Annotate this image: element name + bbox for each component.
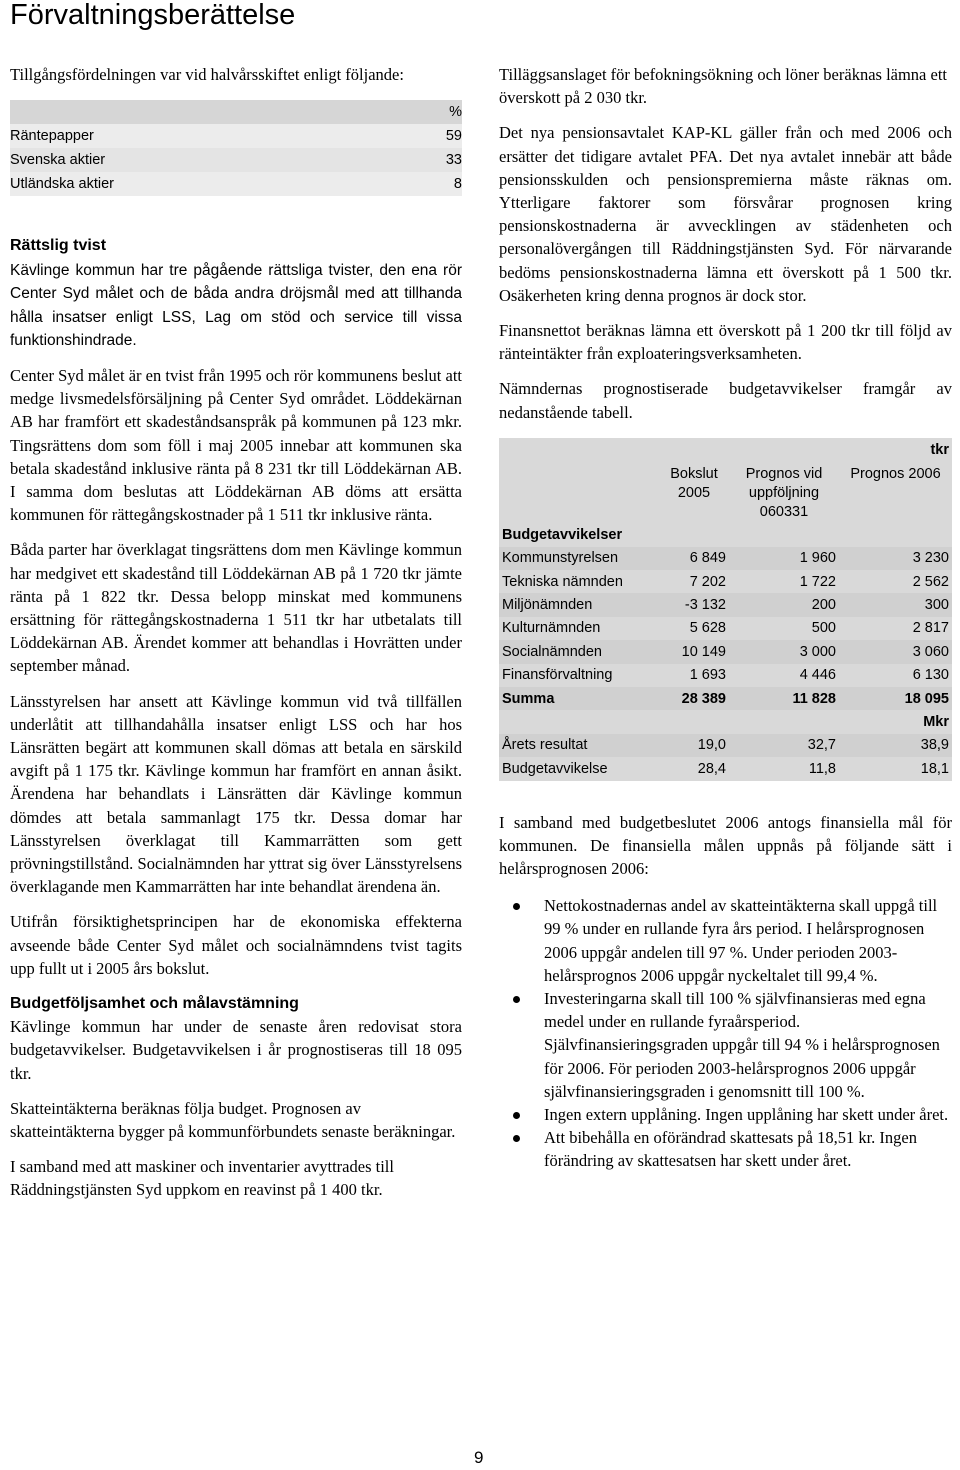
bullet-icon — [513, 1112, 520, 1119]
bullet-icon — [513, 903, 520, 910]
legal-paragraph-5: Utifrån försiktighetsprincipen har de ekonomiska effekterna avseende både Center Syd målet och socialnämndens tvist tagits upp fullt ut i 2005 års bokslut. — [10, 912, 462, 978]
list-item: Nettokostnadernas andel av skatteintäkterna skall uppgå till 99 % under en rullande fyra års period. I helårsprognosen 2006 uppgår andelen till 97 %. Under perioden 2003-helårsprognos 2006 uppgår nyckeltalet till 99,4 %. — [499, 894, 952, 987]
right-paragraph-5: I samband med budgetbeslutet 2006 antogs finansiella mål för kommunen. De finansiella målen uppnås på följande sätt i helårsprognosen 2006: — [499, 812, 952, 878]
budget-heading: Budgetföljsamhet och målavstämning — [10, 995, 299, 1013]
page-title: Förvaltningsberättelse — [10, 0, 296, 31]
table-cell: 32,7 — [729, 734, 839, 757]
asset-label: Räntepapper — [10, 124, 403, 148]
table-cell: 11,8 — [729, 757, 839, 780]
asset-allocation-table — [10, 100, 462, 196]
total-cell: 18 095 — [839, 687, 952, 710]
table-cell: 5 628 — [659, 617, 729, 640]
budget-paragraph-3: I samband med att maskiner och inventarier avyttrades till Räddningstjänsten Syd uppkom en reavinst på 1 400 tkr. — [10, 1157, 394, 1200]
column-header-prognos: Prognos 2006 — [839, 461, 952, 523]
legal-paragraph-2: Center Syd målet är en tvist från 1995 och rör kommunens beslut att medge livsmedelsförsäljning på Center Syd området. Löddekärnan AB har framfört ett skadeståndsanspråk på kommunen på 123 mkr. Tingsrättens dom som föll i maj 2005 innebar att kommunen ska betala skadestånd inklusive ränta på 8 231 tkr till Löddekärnan AB. I samma dom beslutas att Löddekärnan AB döms att ersätta kommunen för rättegångskostnader på 1 511 tkr inklusive ränta. — [10, 366, 462, 525]
table-cell: 4 446 — [729, 664, 839, 687]
total-cell: 28 389 — [659, 687, 729, 710]
list-item: Ingen extern upplåning. Ingen upplåning har skett under året. — [499, 1103, 952, 1126]
table-cell: 500 — [729, 617, 839, 640]
budget-paragraph-2: Skatteintäkterna beräknas följa budget. Prognosen av skatteintäkterna bygger på kommunförbundets senaste beräkningar. — [10, 1098, 456, 1141]
column-header-bokslut: Bokslut 2005 — [659, 461, 729, 523]
table-row-label: Kulturnämnden — [499, 617, 659, 640]
asset-value: 33 — [403, 148, 462, 172]
table-cell: 28,4 — [659, 757, 729, 780]
table-row-label: Budgetavvikelse — [499, 757, 659, 780]
table-cell: 3 060 — [839, 640, 952, 663]
asset-unit: % — [403, 100, 462, 124]
right-paragraph-1: Tilläggsanslaget för befokningsökning och löner beräknas lämna ett överskott på 2 030 tkr. — [499, 65, 947, 108]
bullet-icon — [513, 996, 520, 1003]
legal-heading: Rättslig tvist — [10, 237, 107, 255]
left-column — [10, 63, 462, 1202]
table-cell: 3 000 — [729, 640, 839, 663]
column-header-prognos-uppfoljning: Prognos vid uppföljning 060331 — [729, 461, 839, 523]
table-cell: 300 — [839, 593, 952, 616]
table-row-label: Finansförvaltning — [499, 664, 659, 687]
asset-value: 59 — [403, 124, 462, 148]
unit-tkr: tkr — [839, 438, 952, 461]
budget-paragraph-1: Kävlinge kommun har under de senaste åren redovisat stora budgetavvikelser. Budgetavvikelsen i år prognostiseras till 18 095 tkr. — [10, 1017, 462, 1083]
legal-paragraph-4: Länsstyrelsen har ansett att Kävlinge kommun vid två tillfällen underlåtit att tillhandahålla insatser enligt LSS och har hos Länsrätten begärt att kommunen skall dömas att betala en särskild avgift på 1 175 tkr. Kävlinge kommun har framfört en annan åsikt. Ärendena har behandlats i Länsrätten där Kävlinge kommun dömdes att betala sammanlagt 175 tkr. Dessa domar har Länsstyrelsen överklagat till Kammarrätten som gett prövningstillstånd. Socialnämnden har yttrat sig över Länsstyrelsens överklagande men Kammarrätten har inte behandlat ärendena än. — [10, 691, 462, 897]
right-paragraph-4: Nämndernas prognostiserade budgetavvikelser framgår av nedanstående tabell. — [499, 379, 952, 422]
legal-paragraph-1: Kävlinge kommun har tre pågående rättsliga tvister, den ena rör Center Syd målet och de båda andra dröjsmål med att tillhanda hålla insatser enligt LSS, Lag om stöd och service till vissa funktionshindrade. — [10, 262, 462, 349]
table-cell: 38,9 — [839, 734, 952, 757]
bullet-icon — [513, 1135, 520, 1142]
section-label: Budgetavvikelser — [499, 523, 952, 546]
budget-deviation-table — [499, 438, 952, 781]
table-cell: 2 817 — [839, 617, 952, 640]
page-number: 9 — [474, 1448, 484, 1467]
table-row-label: Socialnämnden — [499, 640, 659, 663]
table-cell: 1 960 — [729, 547, 839, 570]
table-cell: 2 562 — [839, 570, 952, 593]
total-cell: 11 828 — [729, 687, 839, 710]
table-cell: 7 202 — [659, 570, 729, 593]
table-cell: 10 149 — [659, 640, 729, 663]
right-paragraph-2: Det nya pensionsavtalet KAP-KL gäller från och med 2006 och ersätter det tidigare avtalet PFA. Det nya avtalet innebär att både pensionsskulden och pensionspremierna måste räknas om. Ytterligare faktorer som försvårar prognosen kring pensionskostnaderna är avvecklingen av städenheten och personalövergången till Räddningstjänsten Syd. För närvarande bedöms pensionskostnaderna lämna ett överskott på 1 500 tkr. Osäkerheten kring denna prognos är dock stor. — [499, 123, 952, 305]
table-row-label: Miljönämnden — [499, 593, 659, 616]
legal-paragraph-3: Båda parter har överklagat tingsrättens dom men Kävlinge kommun har medgivet ett skadestånd till Löddekärnan AB på 1 720 tkr jämte ränta på 1 822 tkr. Dessa belopp minskat med kommunens ersättning för rättegångskostnaderna 1 511 tkr har utbetalats till Löddekärnan AB. Ärendet kommer att behandlas i Hovrätten under september månad. — [10, 540, 462, 676]
asset-value: 8 — [403, 172, 462, 196]
table-cell: -3 132 — [659, 593, 729, 616]
list-item: Att bibehålla en oförändrad skattesats på 18,51 kr. Ingen förändring av skattesatsen har skett under året. — [499, 1126, 952, 1172]
table-row-label: Tekniska nämnden — [499, 570, 659, 593]
unit-mkr: Mkr — [839, 710, 952, 733]
table-cell: 19,0 — [659, 734, 729, 757]
table-cell: 6 849 — [659, 547, 729, 570]
right-column — [499, 63, 952, 1173]
table-cell: 3 230 — [839, 547, 952, 570]
table-cell: 18,1 — [839, 757, 952, 780]
financial-goals-list — [499, 894, 952, 1172]
asset-intro: Tillgångsfördelningen var vid halvårsskiftet enligt följande: — [10, 65, 404, 84]
right-paragraph-3: Finansnettot beräknas lämna ett överskott på 1 200 tkr till följd av ränteintäkter från exploateringsverksamheten. — [499, 321, 952, 364]
table-cell: 200 — [729, 593, 839, 616]
table-cell: 1 693 — [659, 664, 729, 687]
asset-label: Svenska aktier — [10, 148, 403, 172]
table-cell: 6 130 — [839, 664, 952, 687]
asset-label: Utländska aktier — [10, 172, 403, 196]
table-row-label: Kommunstyrelsen — [499, 547, 659, 570]
list-item: Investeringarna skall till 100 % självfinansieras med egna medel under en rullande fyraårsperiod. Självfinansieringsgraden uppgår till 94 % i helårsprognosen för 2006. För perioden 2003-helårsprognos 2006 uppgår självfinansieringsgraden i genomsnitt till 100 %. — [499, 987, 952, 1103]
table-row-label: Årets resultat — [499, 734, 659, 757]
table-cell: 1 722 — [729, 570, 839, 593]
total-label: Summa — [499, 687, 659, 710]
